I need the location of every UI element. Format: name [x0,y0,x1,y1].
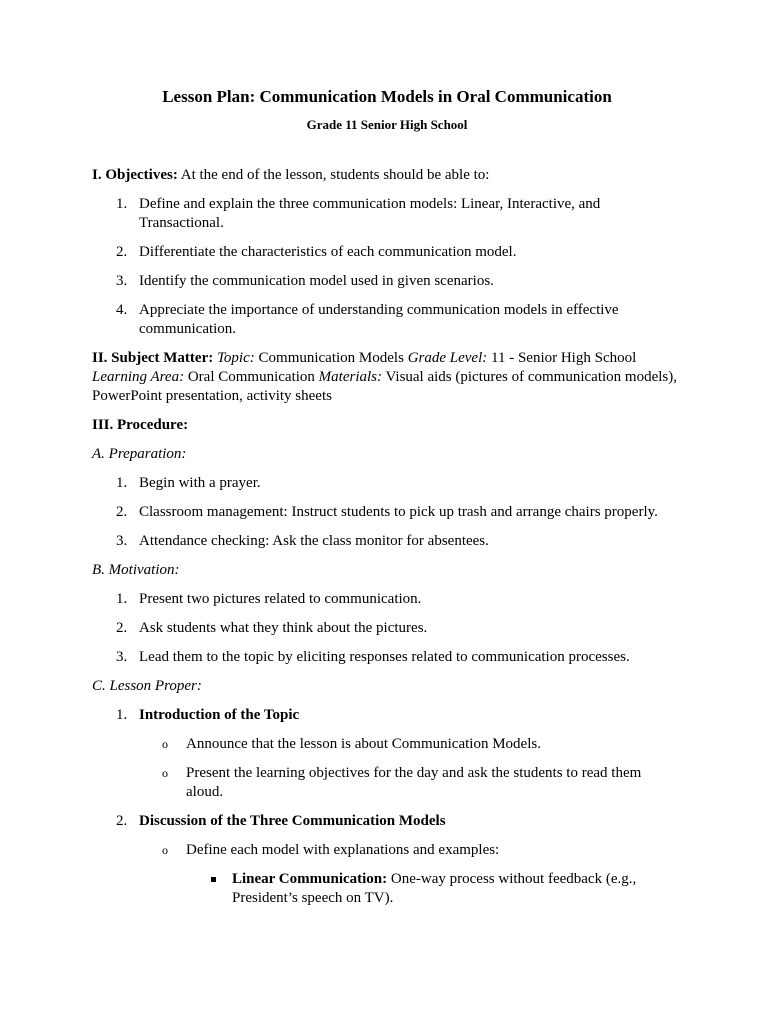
list-item-text: Identify the communication model used in given scenarios. [139,273,494,289]
area-value: Oral Communication [184,369,319,385]
objectives-paragraph [92,166,682,185]
list-item-text: Classroom management: Instruct students to pick up trash and arrange chairs properly. [139,504,658,520]
list-item-text: Appreciate the importance of understanding communication models in effective communication. [139,302,619,337]
procedure-paragraph [92,416,682,435]
list-item [139,764,682,802]
list-marker: 1. [116,475,128,491]
procedure-heading: III. Procedure: [92,417,189,433]
model-text: One-way process without feedback (e.g., President’s speech on TV). [232,871,637,906]
list-marker: 2. [116,813,128,829]
lesson-proper-paragraph [92,677,682,696]
document-title: Lesson Plan: Communication Models in Oral Communication [162,87,612,106]
document-page [92,86,682,918]
objectives-list [92,195,682,339]
motivation-paragraph [92,561,682,580]
list-item [92,648,682,667]
list-item [92,272,682,291]
list-marker: 3. [116,649,128,665]
list-marker: 2. [116,504,128,520]
list-item-text: Differentiate the characteristics of each communication model. [139,244,517,260]
list-item-text: Begin with a prayer. [139,475,261,491]
list-marker: 1. [116,707,128,723]
list-item [92,301,682,339]
list-item [92,243,682,262]
bullet-marker: o [162,843,168,857]
subject-matter-paragraph [92,349,682,406]
model-sub-bullets [186,870,682,908]
bullet-marker: o [162,766,168,780]
grade-value: 11 - Senior High School [487,350,637,366]
list-marker: 2. [116,244,128,260]
square-bullet-icon [211,877,216,882]
lesson-proper-heading: C. Lesson Proper: [92,678,202,694]
list-item [92,619,682,638]
topic-value: Communication Models [254,350,408,366]
topic-label: Topic: [216,350,255,366]
list-item [139,841,682,908]
list-item [186,870,682,908]
list-item-text: Define each model with explanations and examples: [186,842,500,858]
discussion-title: Discussion of the Three Communication Models [139,813,446,829]
list-item [92,195,682,233]
list-item [92,503,682,522]
lesson-proper-list [92,706,682,908]
document-subtitle: Grade 11 Senior High School [306,117,468,132]
list-item-text: Announce that the lesson is about Communication Models. [186,736,541,752]
grade-label: Grade Level: [407,350,488,366]
list-item [92,590,682,609]
list-item-text: Present the learning objectives for the day and ask the students to read them aloud. [186,765,642,800]
list-marker: 1. [116,591,128,607]
list-item [92,812,682,908]
list-marker: 4. [116,302,128,318]
subject-matter-heading: II. Subject Matter: [92,350,214,366]
list-item [92,474,682,493]
preparation-paragraph [92,445,682,464]
motivation-heading: B. Motivation: [92,562,180,578]
list-item-text: Define and explain the three communication models: Linear, Interactive, and Transactional. [139,196,601,231]
list-marker: 3. [116,273,128,289]
motivation-list [92,590,682,667]
list-item [92,532,682,551]
list-item-text: Present two pictures related to communication. [139,591,422,607]
list-marker: 2. [116,620,128,636]
list-item-text: Attendance checking: Ask the class monitor for absentees. [139,533,489,549]
list-item-text: Ask students what they think about the pictures. [139,620,428,636]
objectives-heading: I. Objectives: [92,167,178,183]
preparation-heading: A. Preparation: [92,446,187,462]
bullet-marker: o [162,737,168,751]
list-marker: 3. [116,533,128,549]
intro-bullets [139,735,682,802]
intro-topic-title: Introduction of the Topic [139,707,300,723]
list-item-text: Lead them to the topic by eliciting responses related to communication processes. [139,649,630,665]
materials-label: Materials: [318,369,382,385]
materials-value: Visual aids (pictures of communication models), PowerPoint presentation, activity sheets [92,369,677,404]
preparation-list [92,474,682,551]
discussion-bullets [139,841,682,908]
area-label: Learning Area: [92,369,185,385]
list-item [92,706,682,802]
objectives-intro: At the end of the lesson, students should be able to: [177,167,490,183]
model-label: Linear Communication: [232,871,388,887]
list-item [139,735,682,754]
list-marker: 1. [116,196,128,212]
